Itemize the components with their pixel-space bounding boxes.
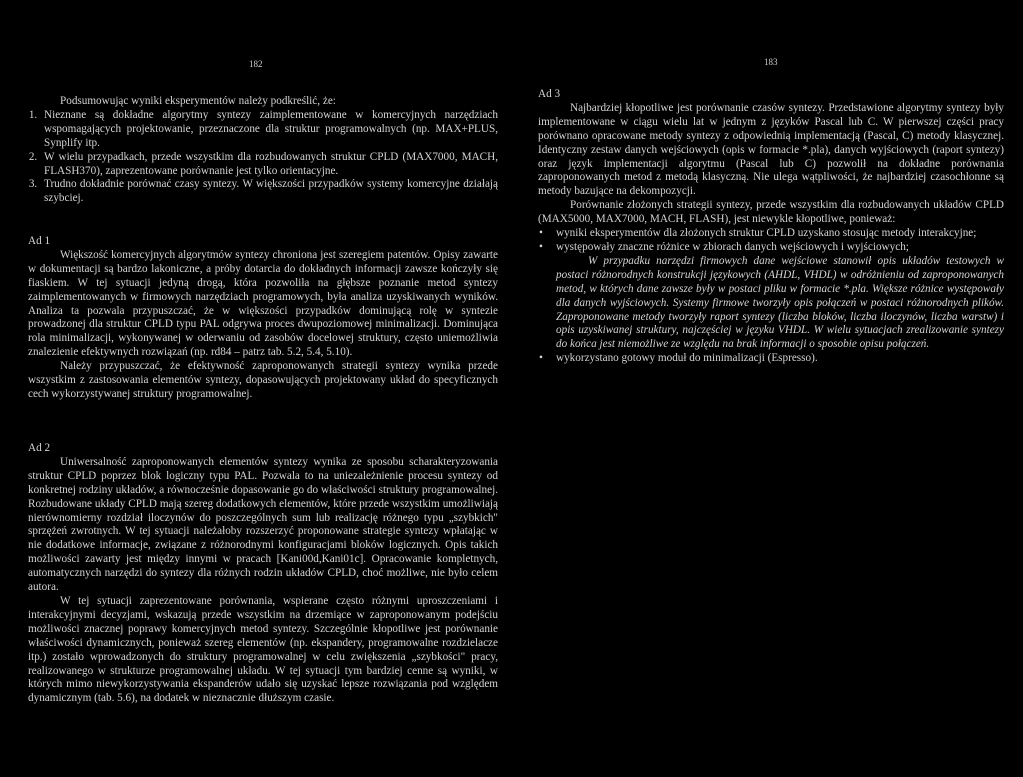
italic-note: W przypadku narzędzi firmowych dane wejściowe stanowił opis układów testowych w postaci różnorodnych konstrukcji językowych (AHDL, VHDL) w odróżnieniu od zaproponowanych metod, w których dane zawsze były w postaci pliku w formacie *.pla. Większe różnice występowały dla danych wyjściowych. Systemy firmowe tworzyły opis połączeń w postaci różnorodnych plików. Zaproponowane metody tworzyły raport syntezy (liczba bloków, liczba iloczynów, liczba warstw) i opis uzyskiwanej struktury, najczęściej w języku VHDL. W wielu sytuacjach zrealizowanie syntezy do końca jest niemożliwe ze względu na brak informacji o sposobie opisu połączeń. bbox=[556, 254, 1004, 351]
ad2-section bbox=[28, 442, 498, 706]
ad3-heading: Ad 3 bbox=[538, 88, 561, 100]
summary-list bbox=[28, 109, 498, 206]
ad1-paragraph: Większość komercyjnych algorytmów syntezy chroniona jest szeregiem patentów. Opisy zawarte w dokumentacji są bardzo lakoniczne, a próby dotarcia do dokładnych informacji zawsze kończyły się fiaskiem. W tej sytuacji jedyną drogą, która pozwoliła na głębsze poznanie metod syntezy zaimplementowanych w firmowych narzędziach programowych, była analiza uzyskiwanych wyników. Analiza ta pozwala przypuszczać, że w większości przypadków dominującą rolę w syntezie prowadzonej dla struktur CPLD typu PAL odgrywa proces dwupoziomowej minimalizacji. Dominująca rola minimalizacji, wykonywanej w oderwaniu od zasobów docelowej struktury, często uniemożliwia znalezienie efektywnych rozwiązań (np. rd84 – patrz tab. 5.2, 5.4, 5.10). bbox=[28, 248, 498, 359]
page-number-right: 183 bbox=[764, 57, 778, 67]
ad2-paragraph: Uniwersalność zaproponowanych elementów syntezy wynika ze sposobu scharakteryzowania struktur CPLD poprzez blok logiczny typu PAL. Pozwala to na uniezależnienie procesu syntezy od konkretnej rodziny układów, a równocześnie dopasowanie go do właściwości struktury programowalnej. Rozbudowane układy CPLD mają szereg dodatkowych elementów, które przede wszystkim umożliwiają nierównomierny rozdział iloczynów do poszczególnych sum lub realizację różnego typu „szybkich" sprzężeń zwrotnych. W tej sytuacji należałoby rozszerzyć proponowane strategie syntezy wpłatając w nie dodatkowe informacje, związane z różnorodnymi konfiguracjami bloków logicznych. Opis takich możliwości zawarty jest między innymi w pracach [Kani00d,Kani01c]. Opracowanie kompletnych, automatycznych narzędzi do syntezy dla różnych rodzin układów CPLD, choć możliwe, nie było celem autora. bbox=[28, 455, 498, 594]
ad1-paragraph: Należy przypuszczać, że efektywność zaproponowanych strategii syntezy wynika przede wszystkim z zastosowania elementów syntezy, dopasowujących projektowany układ do specyficznych cech wykorzystywanej struktury programowalnej. bbox=[28, 360, 498, 400]
ad1-heading: Ad 1 bbox=[28, 235, 51, 247]
ad2-heading: Ad 2 bbox=[28, 442, 51, 454]
ad3-paragraph: Porównanie złożonych strategii syntezy, przede wszystkim dla rozbudowanych układów CPLD (MAX5000, MAX7000, MACH, FLASH), jest niewykle kłopotliwe, ponieważ: bbox=[538, 199, 1004, 226]
summary-item: 2. W wielu przypadkach, przede wszystkim dla rozbudowanych struktur CPLD (MAX7000, MACH, FLASH370), zaprezentowane porównanie jest tylko orientacyjne. bbox=[40, 151, 498, 179]
bullet-item: • występowały znaczne różnice w zbiorach danych wejściowych i wyjściowych; bbox=[538, 241, 1004, 255]
summary-item: 1. Nieznane są dokładne algorytmy syntezy zaimplementowane w komercyjnych narzędziach wspomagających projektowanie, przeznaczone dla struktur programowalnych (np. MAX+PLUS, Synplify itp. bbox=[40, 109, 498, 151]
ad3-last-bullet-list bbox=[538, 352, 1004, 366]
bullet-item: • wykorzystano gotowy moduł do minimalizacji (Espresso). bbox=[538, 352, 1004, 366]
summary-intro: Podsumowując wyniki eksperymentów należy podkreślić, że: bbox=[60, 95, 336, 107]
right-column bbox=[538, 88, 1004, 366]
ad3-paragraph: Najbardziej kłopotliwe jest porównanie czasów syntezy. Przedstawione algorytmy syntezy były implementowane w ciągu wielu lat w jednym z języków Pascal lub C. W pierwszej części pracy porównano opracowane metody syntezy z odpowiednią implementacją (Pascal, C) metody klasycznej. Identyczny zestaw danych wejściowych (opis w formacie *.pla), danych wyjściowych (raport syntezy) oraz język implementacji algorytmu (Pascal lub C) pozwolił na dokładne porównania zaproponowanych metod z metodą klasyczną. Nie ulega wątpliwości, że najbardziej czasochłonne są metody bazujące na dekompozycji. bbox=[538, 101, 1004, 198]
left-column bbox=[28, 95, 498, 206]
ad1-section bbox=[28, 235, 498, 402]
summary-item: 3. Trudno dokładnie porównać czasy syntezy. W większości przypadków systemy komercyjne działają szybciej. bbox=[40, 178, 498, 206]
bullet-item: • wyniki eksperymentów dla złożonych struktur CPLD uzyskano stosując metody interakcyjne; bbox=[538, 227, 1004, 241]
ad2-paragraph: W tej sytuacji zaprezentowane porównania, wspierane często różnymi uproszczeniami i interakcyjnymi decyzjami, wskazują przede wszystkim na drzemiące w zaproponowanym podejściu możliwości znacznej poprawy komercyjnych metod syntezy. Szczególnie kłopotliwe jest porównanie właściwości dynamicznych, ponieważ szereg elementów (np. ekspandery, programowalne rozdzielacze itp.) zostało wprowadzonych do struktury programowalnej w celu zwiększenia „szybkości" pracy, realizowanego w strukturze programowalnej układu. W tej sytuacji tym bardziej cenne są wyniki, w których mimo niewykorzystywania ekspanderów udało się uzyskać lepsze rozwiązania pod względem dynamicznym (tab. 5.6), na dodatek w nieznacznie dłuższym czasie. bbox=[28, 594, 498, 705]
page-number-left: 182 bbox=[249, 59, 263, 69]
ad3-bullet-list bbox=[538, 227, 1004, 255]
